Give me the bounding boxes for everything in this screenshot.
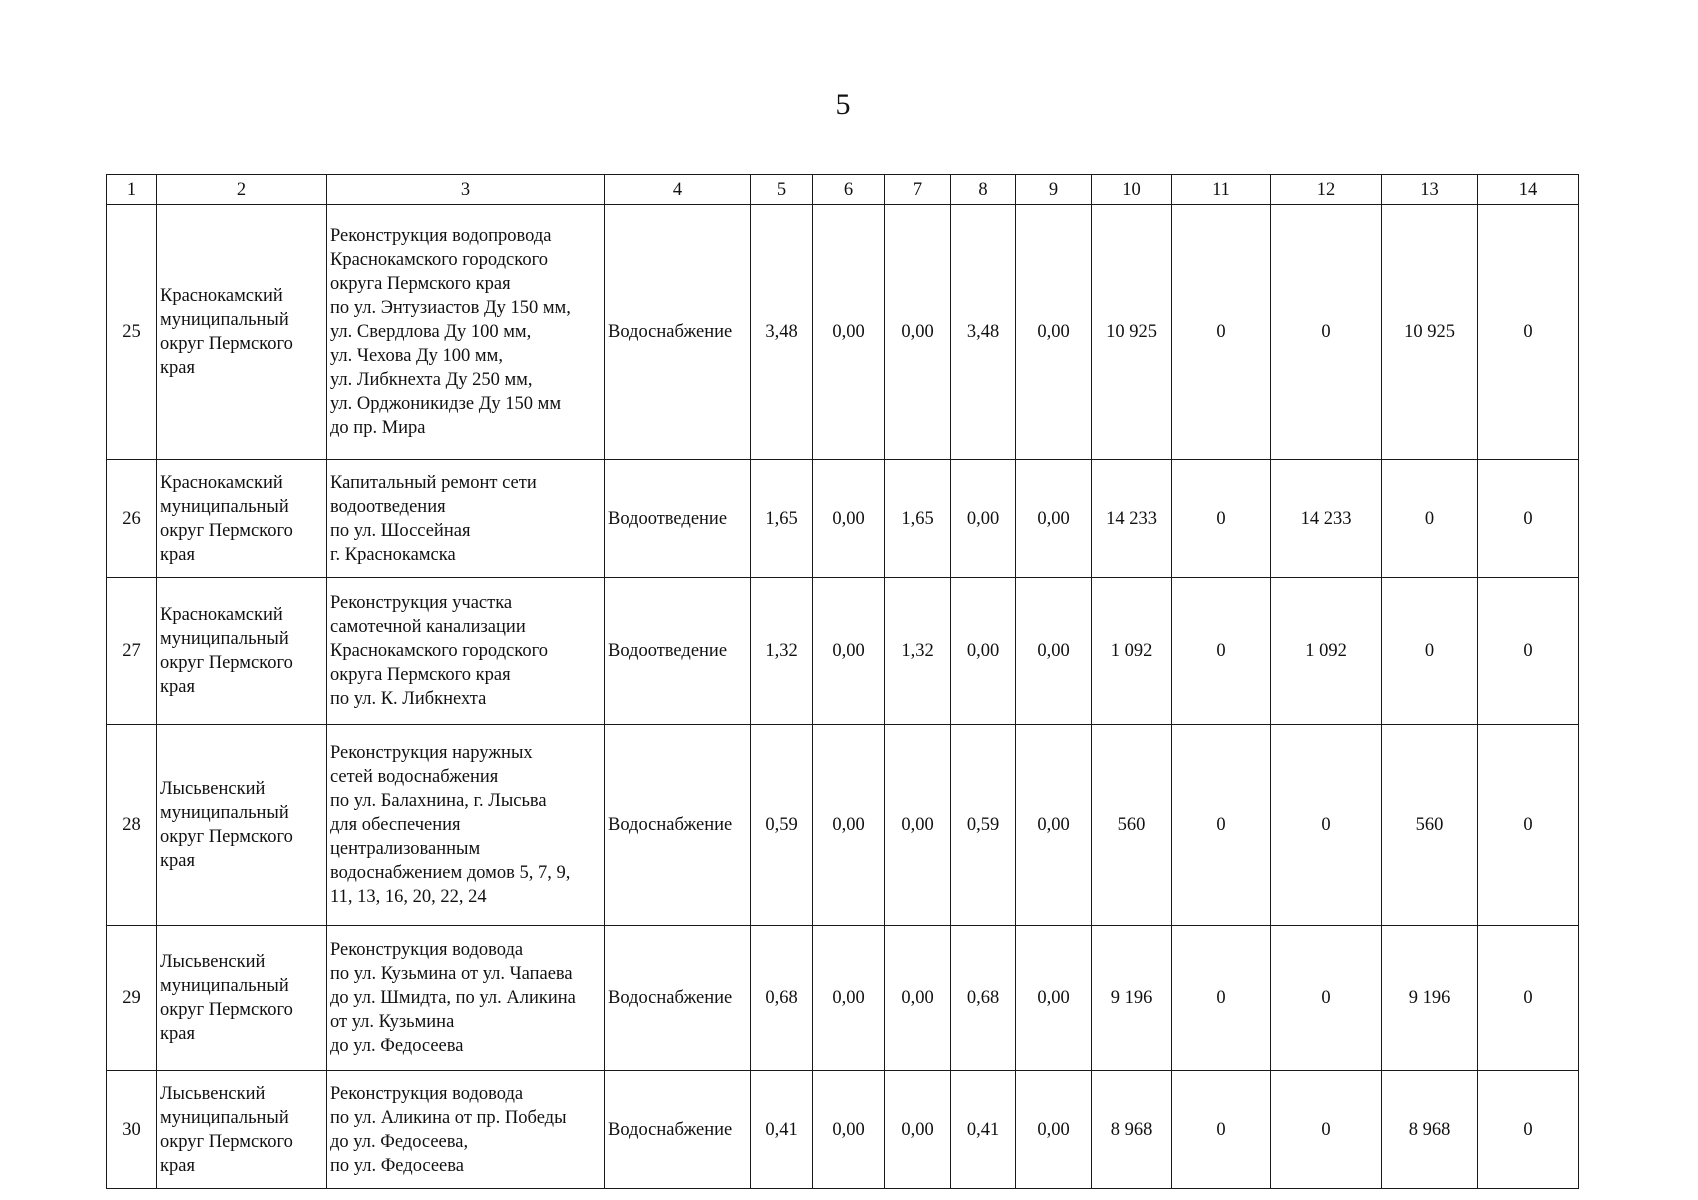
value-col-7: 0,00 [885,205,951,460]
column-header-3: 3 [327,175,605,205]
value-col-12: 0 [1271,205,1382,460]
value-col-11: 0 [1172,725,1271,926]
value-col-5: 0,68 [751,926,813,1071]
value-col-13: 0 [1382,460,1478,578]
value-col-10: 560 [1092,725,1172,926]
municipality-cell: Лысьвенский муниципальный округ Пермского края [157,725,327,926]
value-col-14: 0 [1478,1071,1579,1189]
value-col-13: 560 [1382,725,1478,926]
value-col-5: 1,32 [751,578,813,725]
table-row [107,578,1579,725]
object-description-cell: Реконструкция водовода по ул. Аликина от пр. Победы до ул. Федосеева, по ул. Федосеева [327,1071,605,1189]
value-col-11: 0 [1172,926,1271,1071]
column-header-5: 5 [751,175,813,205]
value-col-14: 0 [1478,578,1579,725]
value-col-14: 0 [1478,725,1579,926]
object-description-cell: Реконструкция наружных сетей водоснабжения по ул. Балахнина, г. Лысьва для обеспечения централизованным водоснабжением домов 5, 7, 9, 11, 13, 16, 20, 22, 24 [327,725,605,926]
value-col-6: 0,00 [813,205,885,460]
object-description-cell: Капитальный ремонт сети водоотведения по ул. Шоссейная г. Краснокамска [327,460,605,578]
object-description-cell: Реконструкция участка самотечной канализации Краснокамского городского округа Пермского края по ул. К. Либкнехта [327,578,605,725]
value-col-11: 0 [1172,460,1271,578]
object-description-cell: Реконструкция водовода по ул. Кузьмина от ул. Чапаева до ул. Шмидта, по ул. Аликина от ул. Кузьмина до ул. Федосеева [327,926,605,1071]
value-col-13: 9 196 [1382,926,1478,1071]
value-col-11: 0 [1172,205,1271,460]
value-col-9: 0,00 [1016,205,1092,460]
value-col-12: 1 092 [1271,578,1382,725]
value-col-14: 0 [1478,205,1579,460]
service-type-cell: Водоотведение [605,460,751,578]
table-row [107,205,1579,460]
municipality-cell: Лысьвенский муниципальный округ Пермского края [157,926,327,1071]
value-col-5: 0,41 [751,1071,813,1189]
column-header-8: 8 [951,175,1016,205]
value-col-13: 8 968 [1382,1071,1478,1189]
value-col-8: 0,00 [951,460,1016,578]
column-header-7: 7 [885,175,951,205]
municipality-cell: Краснокамский муниципальный округ Пермского края [157,205,327,460]
value-col-12: 0 [1271,1071,1382,1189]
row-number: 29 [107,926,157,1071]
value-col-8: 0,00 [951,578,1016,725]
column-header-11: 11 [1172,175,1271,205]
row-number: 28 [107,725,157,926]
value-col-6: 0,00 [813,926,885,1071]
value-col-5: 0,59 [751,725,813,926]
value-col-7: 1,65 [885,460,951,578]
row-number: 27 [107,578,157,725]
service-type-cell: Водоснабжение [605,926,751,1071]
page-number: 5 [835,88,851,121]
column-header-2: 2 [157,175,327,205]
value-col-9: 0,00 [1016,725,1092,926]
municipality-cell: Краснокамский муниципальный округ Пермского края [157,460,327,578]
column-header-1: 1 [107,175,157,205]
value-col-8: 0,59 [951,725,1016,926]
table-body [107,205,1579,1189]
service-type-cell: Водоснабжение [605,725,751,926]
value-col-6: 0,00 [813,460,885,578]
value-col-5: 3,48 [751,205,813,460]
object-description-cell: Реконструкция водопровода Краснокамского городского округа Пермского края по ул. Энтузиастов Ду 150 мм, ул. Свердлова Ду 100 мм, ул. Чехова Ду 100 мм, ул. Либкнехта Ду 250 мм, ул. Орджоникидзе Ду 150 мм до пр. Мира [327,205,605,460]
value-col-12: 14 233 [1271,460,1382,578]
column-header-9: 9 [1016,175,1092,205]
value-col-7: 0,00 [885,1071,951,1189]
row-number: 26 [107,460,157,578]
value-col-8: 3,48 [951,205,1016,460]
value-col-14: 0 [1478,460,1579,578]
value-col-14: 0 [1478,926,1579,1071]
value-col-13: 10 925 [1382,205,1478,460]
row-number: 30 [107,1071,157,1189]
value-col-12: 0 [1271,926,1382,1071]
table-header [107,175,1579,205]
row-number: 25 [107,205,157,460]
value-col-12: 0 [1271,725,1382,926]
column-header-14: 14 [1478,175,1579,205]
table-row [107,1071,1579,1189]
table-row [107,725,1579,926]
data-table [106,174,1579,1189]
value-col-10: 8 968 [1092,1071,1172,1189]
value-col-10: 9 196 [1092,926,1172,1071]
column-header-4: 4 [605,175,751,205]
value-col-7: 1,32 [885,578,951,725]
value-col-9: 0,00 [1016,926,1092,1071]
municipality-cell: Краснокамский муниципальный округ Пермского края [157,578,327,725]
value-col-11: 0 [1172,578,1271,725]
service-type-cell: Водоснабжение [605,205,751,460]
value-col-11: 0 [1172,1071,1271,1189]
value-col-7: 0,00 [885,725,951,926]
service-type-cell: Водоснабжение [605,1071,751,1189]
value-col-6: 0,00 [813,578,885,725]
table-row [107,926,1579,1071]
value-col-10: 14 233 [1092,460,1172,578]
value-col-6: 0,00 [813,1071,885,1189]
header-row [107,175,1579,205]
value-col-10: 10 925 [1092,205,1172,460]
value-col-6: 0,00 [813,725,885,926]
value-col-5: 1,65 [751,460,813,578]
column-header-10: 10 [1092,175,1172,205]
column-header-13: 13 [1382,175,1478,205]
value-col-10: 1 092 [1092,578,1172,725]
service-type-cell: Водоотведение [605,578,751,725]
value-col-9: 0,00 [1016,1071,1092,1189]
column-header-6: 6 [813,175,885,205]
value-col-9: 0,00 [1016,578,1092,725]
column-header-12: 12 [1271,175,1382,205]
municipality-cell: Лысьвенский муниципальный округ Пермского края [157,1071,327,1189]
value-col-13: 0 [1382,578,1478,725]
value-col-9: 0,00 [1016,460,1092,578]
table-row [107,460,1579,578]
value-col-8: 0,68 [951,926,1016,1071]
value-col-8: 0,41 [951,1071,1016,1189]
value-col-7: 0,00 [885,926,951,1071]
